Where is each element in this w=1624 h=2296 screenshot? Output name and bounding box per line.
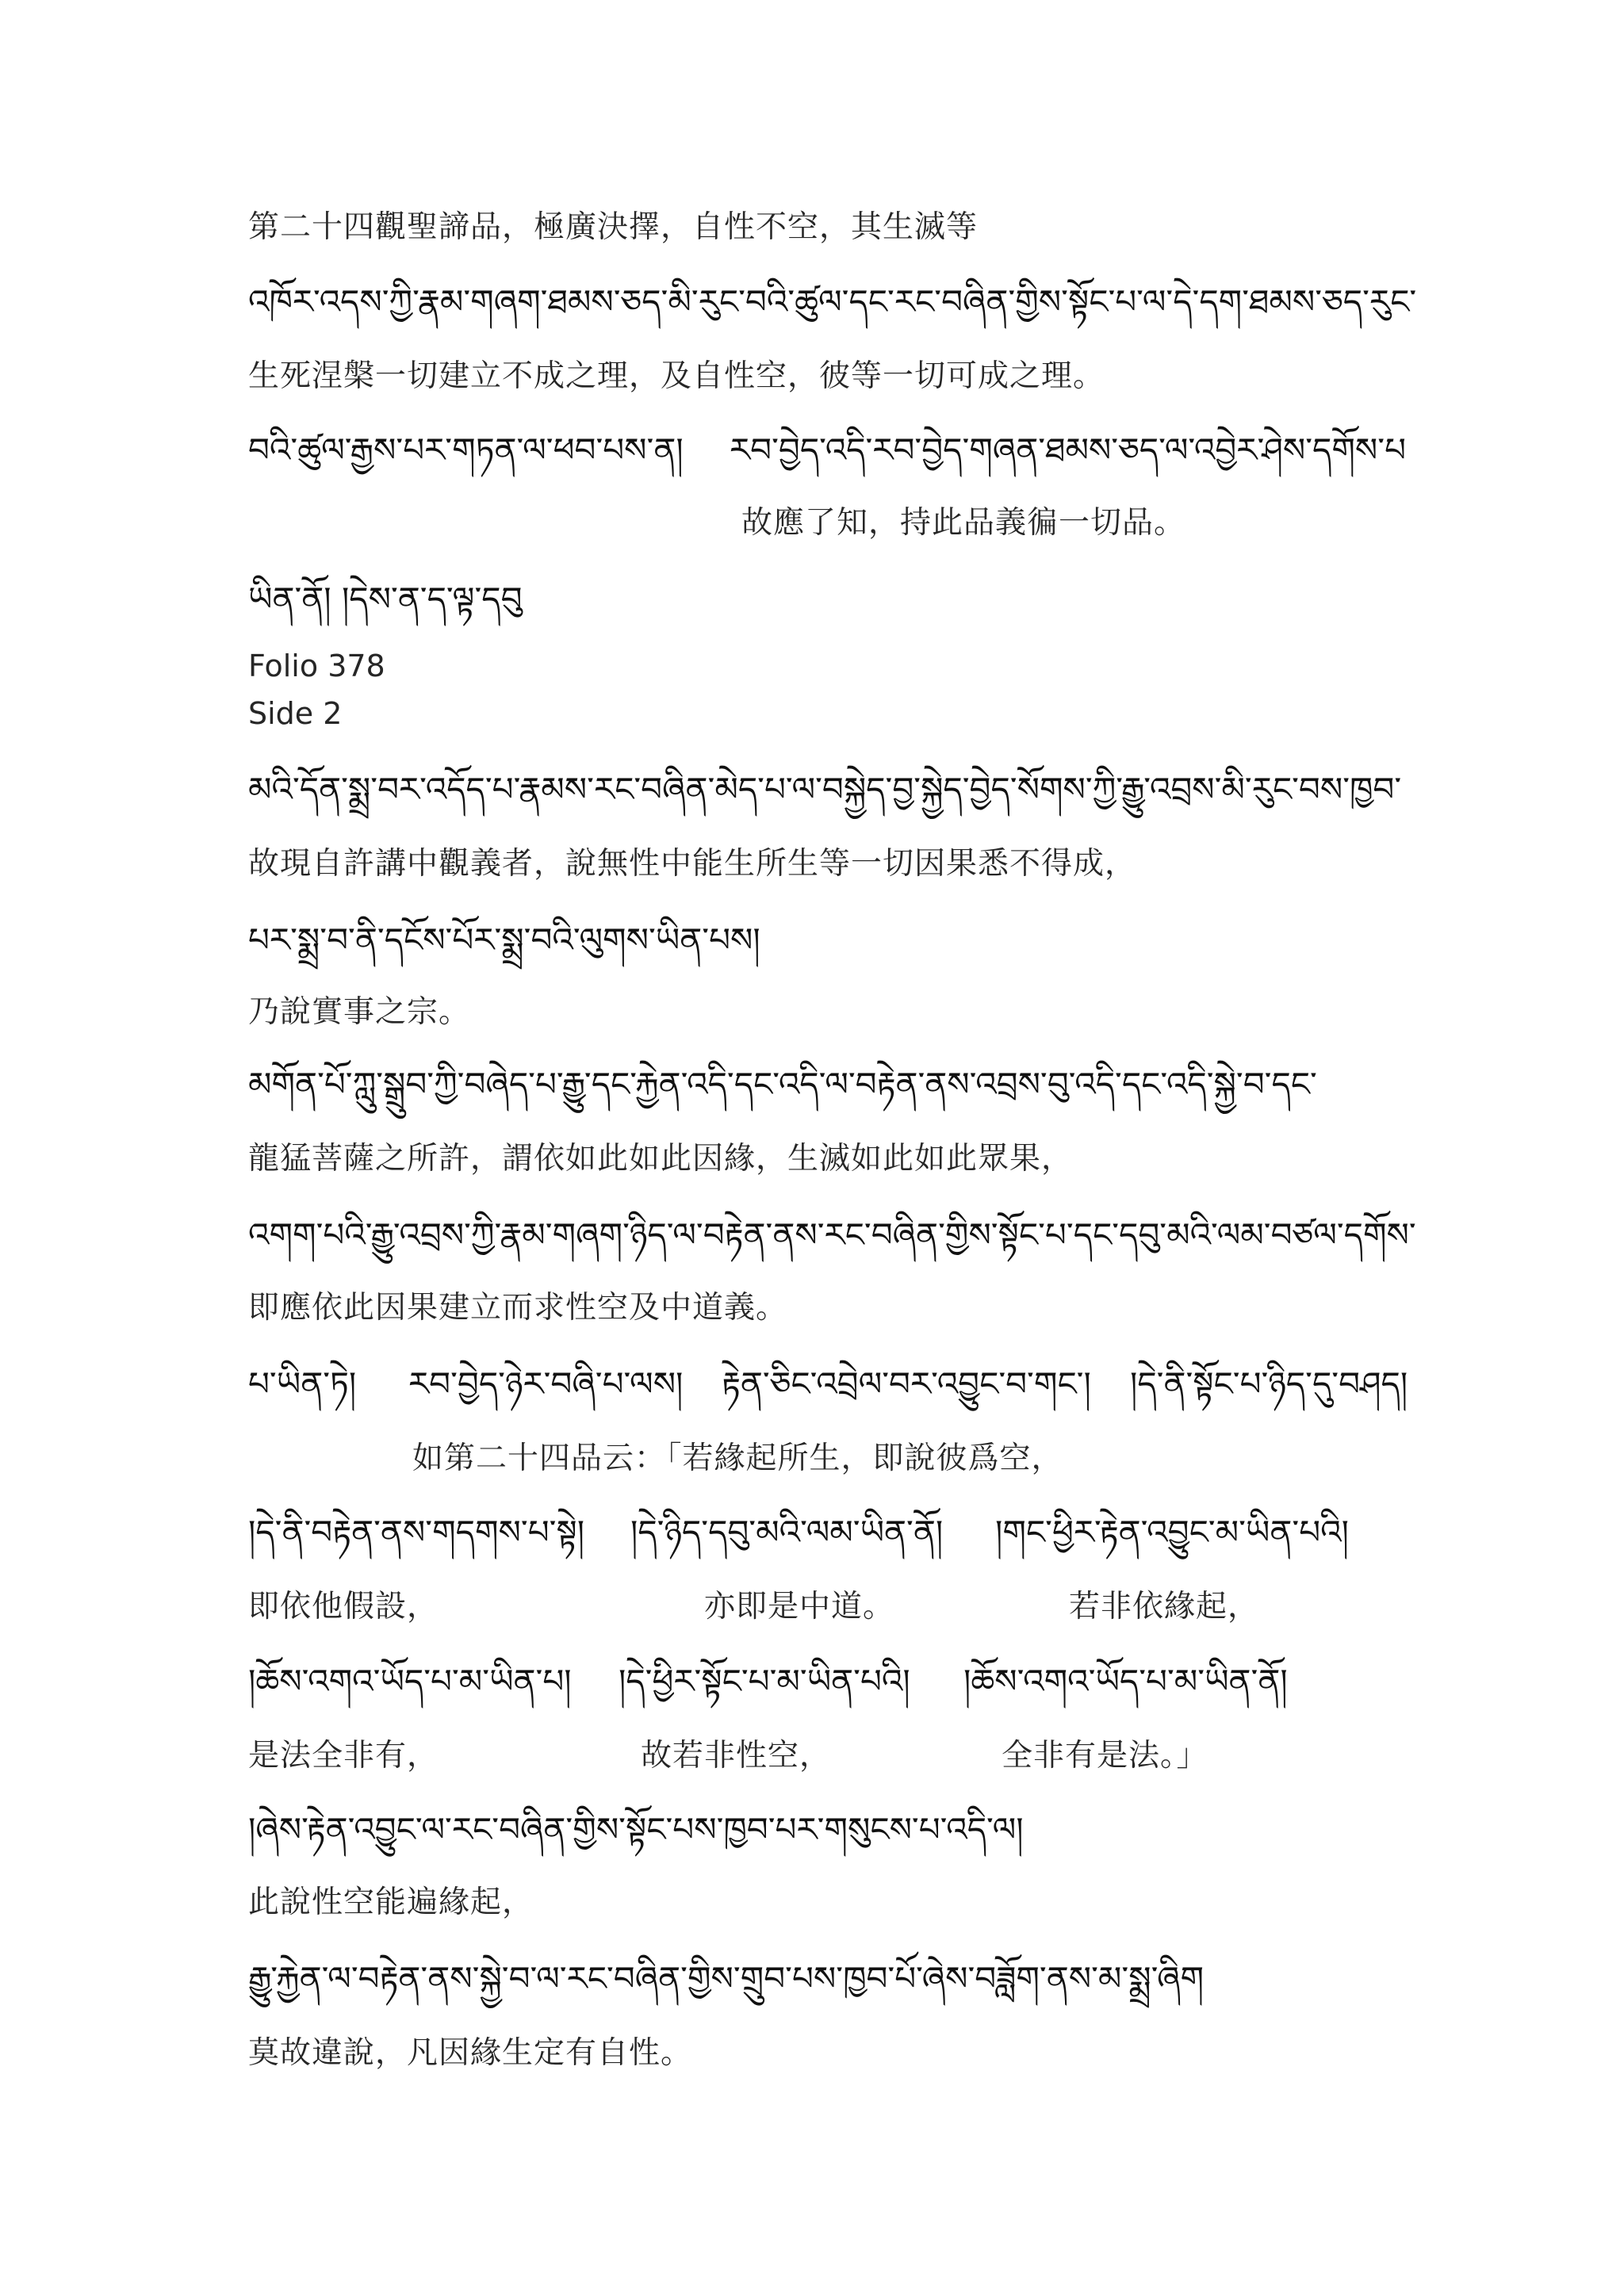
- folio-number: Folio 378: [248, 649, 385, 683]
- text-line: རབ་བྱེད་འདི་རབ་བྱེད་གཞན་ཐམས་ཅད་ལ་འབྱེར་ཤེས་དགོས་པ: [730, 430, 1407, 469]
- text-line: 龍猛菩薩之所許，謂依如此如此因緣，生滅如此如此眾果，: [248, 1141, 1074, 1177]
- text-line: རྟེན་ཅིང་འབྲེལ་བར་འབྱུང་བ་གང་།: [722, 1364, 1091, 1403]
- text-line: །གང་ཕྱིར་རྟེན་འབྱུང་མ་ཡིན་པའི།: [995, 1513, 1349, 1552]
- text-line: །དེ་ནི་སྟོང་པ་ཉིད་དུ་བཤད།: [1130, 1364, 1408, 1403]
- text-line: 即依他假設，: [248, 1589, 439, 1624]
- text-line: འགག་པའི་རྒྱུ་འབྲས་ཀྱི་རྣམ་གཞག་ཉིད་ལ་བརྟེན་ནས་རང་བཞིན་གྱིས་སྟོང་པ་དང་དབུ་མའི་ལམ་བཙལ་དགོས་: [248, 1215, 1416, 1254]
- text-line: 此說性空能遍緣起，: [248, 1885, 534, 1920]
- text-line: 若非依緣起，: [1069, 1589, 1260, 1624]
- text-line: 故若非性空，: [641, 1738, 832, 1774]
- text-line: 亦即是中道。: [704, 1589, 895, 1624]
- text-line: 是法全非有，: [248, 1738, 439, 1774]
- text-line: 故現自許講中觀義者，說無性中能生所生等一切因果悉不得成，: [248, 846, 1137, 882]
- text-line: 第二十四觀聖諦品，極廣決擇，自性不空，其生滅等: [248, 209, 979, 245]
- text-line: 乃說實事之宗。: [248, 994, 471, 1030]
- text-line: པར་སྨྲ་བ་ནི་དངོས་པོར་སྨྲ་བའི་ལུགས་ཡིན་པས།: [248, 920, 760, 959]
- text-line: 如第二十四品云：「若緣起所生，即說彼爲空，: [412, 1441, 1063, 1476]
- text-line: འཁོར་འདས་ཀྱི་རྣམ་གཞག་ཐམས་ཅད་མི་རུང་བའི་ཚུལ་དང་རང་བཞིན་གྱིས་སྟོང་པ་ལ་དེ་དག་ཐམས་ཅད་རུང་: [248, 282, 1417, 321]
- folio-side: Side 2: [248, 696, 343, 731]
- text-line: །ཆོས་འགའ་ཡོད་པ་མ་ཡིན་ནོ།: [963, 1662, 1288, 1701]
- text-line: །ཞེས་རྟེན་འབྱུང་ལ་རང་བཞིན་གྱིས་སྟོང་པས་ཁྱབ་པར་གསུངས་པ་འདི་ལ།: [248, 1810, 1024, 1849]
- text-line: 莫故違說，凡因緣生定有自性。: [248, 2035, 693, 2071]
- text-line: 生死涅槃一切建立不成之理，及自性空，彼等一切可成之理。: [248, 358, 1105, 394]
- text-line: 全非有是法。」: [1002, 1738, 1208, 1774]
- text-line: །དེ་ཉིད་དབུ་མའི་ལམ་ཡིན་ནོ།: [630, 1513, 944, 1552]
- text-line: །དེ་ནི་བརྟེན་ནས་གདགས་པ་སྟེ།: [248, 1513, 585, 1552]
- text-line: རབ་བྱེད་ཉེར་བཞི་པ་ལས།: [408, 1364, 684, 1403]
- text-line: བའི་ཚུལ་རྒྱས་པར་གཏན་ལ་ཕབ་པས་ན།: [248, 430, 684, 469]
- text-line: རྒྱུ་རྐྱེན་ལ་བརྟེན་ནས་སྐྱེ་བ་ལ་རང་བཞིན་གྱིས་གྲུབ་པས་ཁྱབ་པོ་ཞེས་བཟློག་ནས་མ་སྨྲ་ཞིག: [248, 1959, 1205, 1998]
- text-line: །དེ་ཕྱིར་སྟོང་པ་མ་ཡིན་པའི།: [619, 1662, 910, 1701]
- text-line: མའི་དོན་སྨྲ་བར་འདོད་པ་རྣམས་རང་བཞིན་མེད་པ་ལ་བསྐྱེད་བྱ་སྐྱེད་བྱེད་སོགས་ཀྱི་རྒྱུ་འབྲས་མི་རུང་བས་ཁྱབ་: [248, 770, 1402, 809]
- text-line: 故應了知，持此品義徧一切品。: [741, 505, 1186, 541]
- text-line: །ཆོས་འགའ་ཡོད་པ་མ་ཡིན་པ།: [248, 1662, 572, 1701]
- text-line: མགོན་པོ་ཀླུ་སྒྲུབ་ཀྱི་བཞེད་པ་རྒྱུ་དང་རྐྱེན་འདི་དང་འདི་ལ་བརྟེན་ནས་འབྲས་བུ་འདི་དང་འདི་སྐྱེ་བ་དང་: [248, 1065, 1317, 1104]
- text-line: ཡིན་ནོ། །དེས་ན་ད་ལྟ་དབུ: [248, 580, 523, 618]
- text-line: པ་ཡིན་ཏེ།: [248, 1364, 357, 1403]
- text-line: 即應依此因果建立而求性空及中道義。: [248, 1290, 788, 1326]
